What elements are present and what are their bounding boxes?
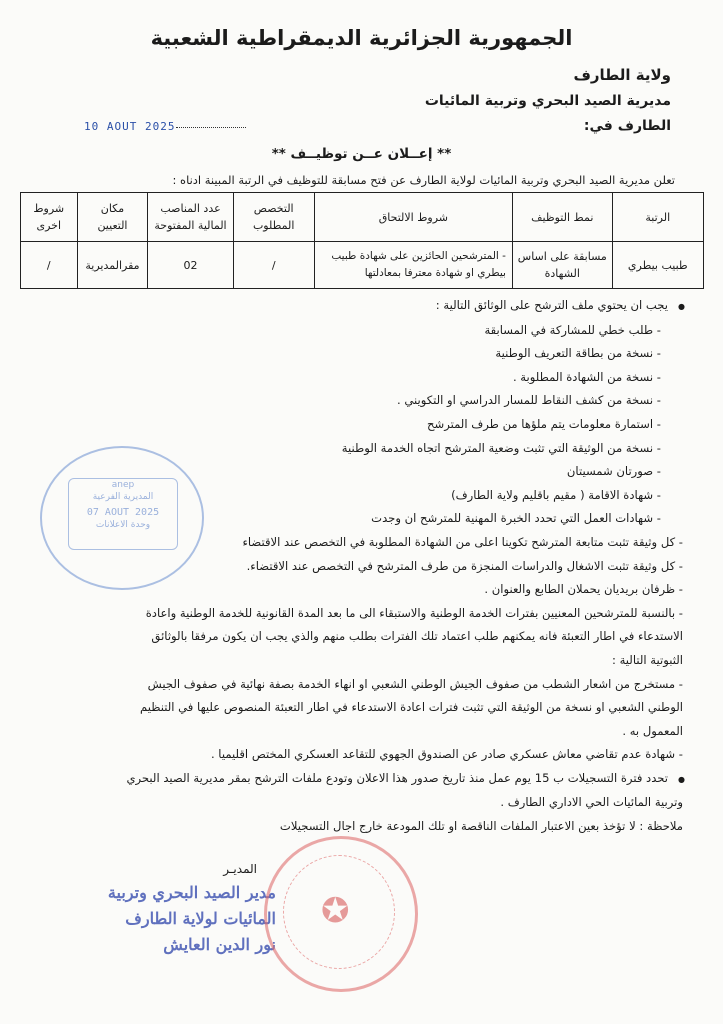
cell-conditions: - المترشحين الحائزين على شهادة طبيب بيطري او شهادة معترفا بمعادلتها <box>314 242 512 289</box>
anep-logo-text: anep <box>111 480 135 490</box>
cell-mode: مسابقة على اساس الشهادة <box>512 242 612 289</box>
header-specialty: التخصص المطلوب <box>233 193 314 242</box>
header-mode: نمط التوظيف <box>512 193 612 242</box>
anep-stamp-box <box>68 478 178 550</box>
place-label: الطارف في: <box>583 118 671 134</box>
extract-line: - مستخرج من اشعار الشطب من صفوف الجيش الوطني الشعبي او انهاء الخدمة بصفة نهائية في صفوف الجيش <box>33 673 683 697</box>
list-item: - كل وثيقة تثبت الاشغال والدراسات المنجزة من طرف المترشح في التخصص عند الاقتضاء. <box>33 555 683 579</box>
national-service-line: الاستدعاء في اطار التعبئة فانه يمكنهم طلب اعتماد تلك الفترات بطلب منهم والذي يجب ان يكون مرفقا بالوثائق <box>151 629 683 644</box>
cell-specialty: / <box>233 242 314 289</box>
director-label: المديـر <box>223 862 257 876</box>
cell-other: / <box>21 242 78 289</box>
list-item: - نسخة من الشهادة المطلوبة . <box>33 366 683 390</box>
list-item: - شهادات العمل التي تحدد الخبرة المهنية للمترشح ان وجدت <box>33 507 683 531</box>
anep-stamp-text: المديرية الفرعية <box>92 492 154 502</box>
national-service-line: - بالنسبة للمترشحين المعنيين بفترات الخدمة الوطنية والاستبقاء الى ما بعد المدة القانونية للخدمة الوطنية واعادة <box>33 602 683 626</box>
official-seal <box>264 836 418 992</box>
anep-stamp-date: 07 AOUT 2025 <box>86 507 160 518</box>
announcement-intro: تعلن مديرية الصيد البحري وتربية المائيات لولاية الطارف عن فتح مسابقة للتوظيف في الرتبة المبينة ادناه : <box>172 173 675 187</box>
header-conditions: شروط الالتحاق <box>314 193 512 242</box>
list-item: - نسخة من بطاقة التعريف الوطنية <box>33 342 683 366</box>
list-item: - طلب خطي للمشاركة في المسابقة <box>33 319 683 343</box>
list-item: - شهادة الاقامة ( مقيم باقليم ولاية الطارف) <box>33 484 683 508</box>
table-row <box>21 242 704 289</box>
date-dotted-line <box>176 127 246 128</box>
signature-line: نور الدين العايش <box>163 935 276 954</box>
directorate-name: مديرية الصيد البحري وتربية المائيات <box>424 93 671 109</box>
date-stamp: 10 AOUT 2025 <box>84 120 176 133</box>
handwritten-signature <box>36 880 276 980</box>
list-item: - نسخة من الوثيقة التي تثبت وضعية المترشح اتجاه الخدمة الوطنية <box>33 437 683 461</box>
note-line: ملاحظة : لا تؤخذ بعين الاعتبار الملفات الناقصة او تلك المودعة خارج اجال التسجيلات <box>279 819 683 834</box>
table-header-row <box>21 193 704 242</box>
deadline-line: وتربية المائيات الحي الاداري الطارف . <box>500 795 683 810</box>
extract-line: الوطني الشعبي او نسخة من الوثيقة التي تثبت فترات اعادة الاستدعاء في اطار التعبئة المنصوص عليها في التنظيم <box>139 700 683 715</box>
anep-stamp-text: وحدة الاعلانات <box>95 520 151 530</box>
republic-title: الجمهورية الجزائرية الديمقراطية الشعبية <box>150 26 573 50</box>
cell-rank: طبيب بيطري <box>612 242 703 289</box>
pension-line: - شهادة عدم تقاضي معاش عسكري صادر عن الصندوق الجهوي للتقاعد العسكري المختص اقليميا . <box>33 743 683 767</box>
extract-line: المعمول به . <box>622 723 683 738</box>
list-item: - استمارة معلومات يتم ملؤها من طرف المترشح <box>33 413 683 437</box>
wilaya-name: ولاية الطارف <box>573 66 671 84</box>
signature-line: مدير الصيد البحري وتربية <box>107 883 276 902</box>
anep-stamp <box>40 446 204 590</box>
list-item: - ظرفان بريديان يحملان الطابع والعنوان . <box>33 578 683 602</box>
cell-place: مقرالمديرية <box>77 242 148 289</box>
signature-line: المائيات لولاية الطارف <box>125 909 276 928</box>
file-intro: ● يجب ان يحتوي ملف الترشح على الوثائق التالية : <box>33 294 683 319</box>
header-other: شروط اخرى <box>21 193 78 242</box>
list-item: - نسخة من كشف النقاط للمسار الدراسي او التكويني . <box>33 389 683 413</box>
seal-emblem-icon: ✪ <box>321 891 350 931</box>
deadline-line: ● تحدد فترة التسجيلات ب 15 يوم عمل منذ تاريخ صدور هذا الاعلان وتودع ملفات الترشح بمقر مديرية الصيد البحري <box>33 767 683 792</box>
cell-posts: 02 <box>148 242 233 289</box>
recruitment-table <box>20 192 704 289</box>
list-item: - صورتان شمسيتان <box>33 460 683 484</box>
announcement-title: ** إعــلان عــن توظيــف ** <box>271 146 452 162</box>
national-service-line: الثبوتية التالية : <box>612 652 683 667</box>
list-item: - كل وثيقة تثبت متابعة المترشح تكوينا اعلى من الشهادة المطلوبة في التخصص عند الاقتضاء <box>33 531 683 555</box>
header-rank: الرتبة <box>612 193 703 242</box>
header-posts: عدد المناصب المالية المفتوحة <box>148 193 233 242</box>
header-place: مكان التعيين <box>77 193 148 242</box>
